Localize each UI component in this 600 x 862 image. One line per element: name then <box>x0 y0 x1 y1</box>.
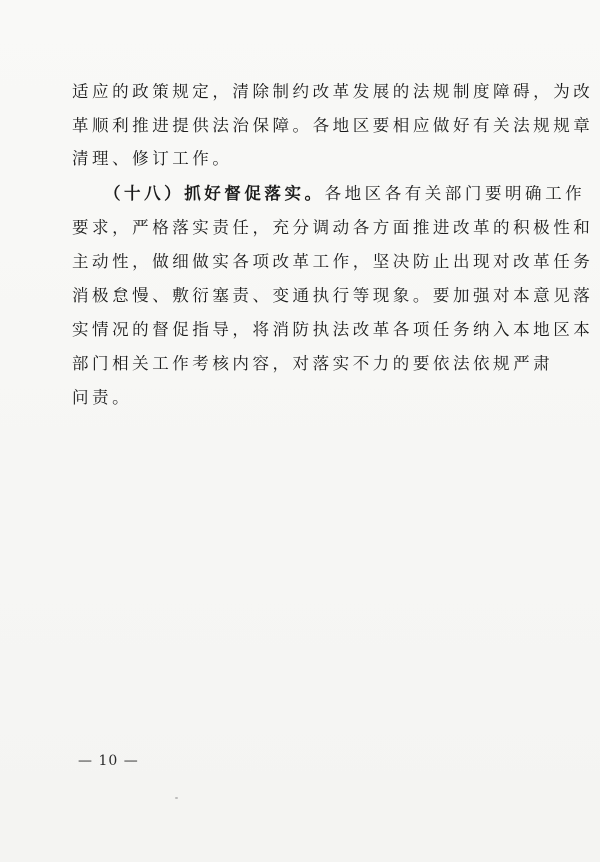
page-number: — 10 — <box>78 753 139 769</box>
body-line-3: 清理、修订工作。 <box>72 149 233 168</box>
body-line-2: 革顺利推进提供法治保障。各地区要相应做好有关法规规章 <box>72 116 594 135</box>
scan-speck <box>175 797 178 799</box>
body-line-10: 问责。 <box>72 388 133 407</box>
body-line-5: 要求，严格落实责任，充分调动各方面推进改革的积极性和 <box>72 218 594 237</box>
body-line-9: 部门相关工作考核内容，对落实不力的要依法依规严肃 <box>72 354 554 373</box>
section-first-line-text: 各地区各有关部门要明确工作 <box>324 184 586 203</box>
body-line-6: 主动性，做细做实各项改革工作，坚决防止出现对改革任务 <box>72 252 594 271</box>
body-line-7: 消极怠慢、敷衍塞责、变通执行等现象。要加强对本意见落 <box>72 286 594 305</box>
section-heading: （十八）抓好督促落实。 <box>104 184 325 203</box>
section-18-first-line <box>104 178 600 210</box>
body-line-8: 实情况的督促指导，将消防执法改革各项任务纳入本地区本 <box>72 320 594 339</box>
body-line-1: 适应的政策规定，清除制约改革发展的法规制度障碍，为改 <box>72 82 594 101</box>
